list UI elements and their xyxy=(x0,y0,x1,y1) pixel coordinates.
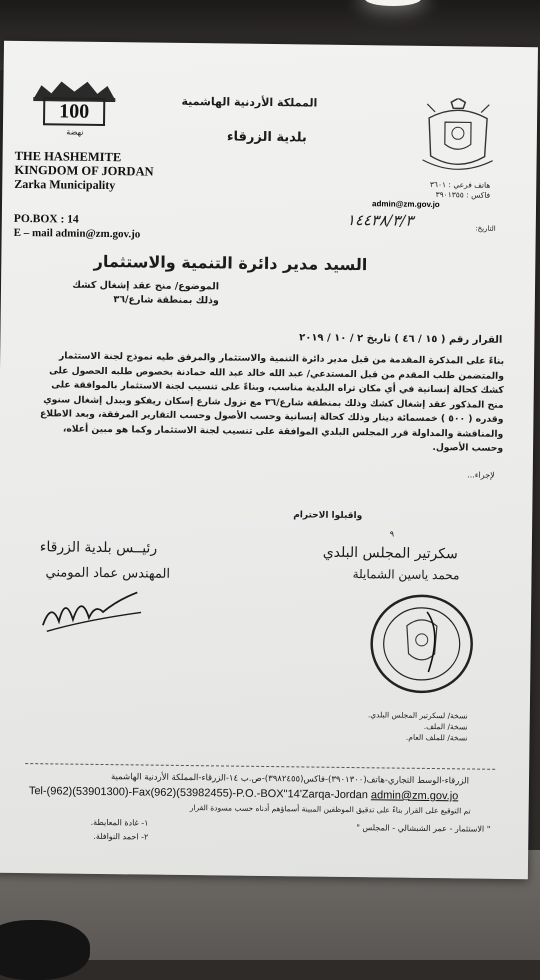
logo-number: 100 xyxy=(59,100,90,123)
copies-list xyxy=(368,709,468,743)
logo-subtitle: نهضة xyxy=(66,127,84,137)
action-note: لإجراء... xyxy=(467,470,495,480)
po-box: PO.BOX : 14 xyxy=(13,212,79,226)
header-email-right: admin@zm.gov.jo xyxy=(372,199,440,210)
footer-email-link: admin@zm.gov.jo xyxy=(370,789,459,803)
closing-regards: واقبلوا الاحترام xyxy=(293,510,363,522)
footer-contact-english xyxy=(29,785,459,802)
kingdom-name-arabic: المملكة الأردنية الهاشمية xyxy=(181,94,318,110)
reviewer-names xyxy=(90,816,148,845)
contact-block xyxy=(430,180,491,201)
footer-review-note: تم التوقيع على القرار بناءً على تدقيق الموظفين المبينة أسماؤهم أدناه حسب مسودة القرار xyxy=(189,803,471,816)
english-header-line1: THE HASHEMITE xyxy=(14,148,122,165)
subject-line: الموضوع/ منح عقد إشغال كشك xyxy=(72,279,220,293)
copy-item: نسخة/ لسكرتير المجلس البلدي. xyxy=(367,710,468,721)
centenary-logo xyxy=(21,77,128,142)
reviewer-name: ١- غادة المعايطة. xyxy=(90,817,149,828)
footer-contact-text: Tel-(962)(53901300)-Fax(962)(53982455)-P.O.-BOX"14'Zarqa-Jordan xyxy=(28,785,371,802)
closing-mark: ٩ xyxy=(389,529,395,539)
official-stamp xyxy=(366,591,477,696)
english-header xyxy=(14,149,154,193)
date-label: التاريخ: xyxy=(475,224,496,233)
secretary-title: سكرتير المجلس البلدي xyxy=(322,544,458,563)
reviewer-name: ٢- احمد النوافلة. xyxy=(93,831,149,842)
contact-fax: فاكس : ٣٩٠١٣٥٥ xyxy=(435,190,491,200)
decision-number: القرار رقم ( ١٥ / ٤٦ ) تاريخ ٢ / ١٠ / ٢٠١٩ xyxy=(299,332,503,346)
body-paragraph: بناءً على المذكرة المقدمة من قبل مدير دائرة التنمية والاستثمار والمرفق طيه نموذج لجنة الاستثمار والمتضمن طلب المقدم من قبل المستدعي/ عبد الله خالد عبد الله حمادنة بخصوص طلبه الحصول على كشك كحالة إنسانية في أي مكان تراه البلدية مناسب، وبناءً على تنسيب لجنة الاستثمار بالموافقة على منح المذكور عقد إشغال كشك وذلك بمنطقة شارع/٣٦ مع نزول شارع إسكان ريفكو وببدل إشغال سنوي وقدره ( ٥٠٠ ) خمسمائة دينار وذلك كحالة إنسانية وحسب الأصول وحسب التقارير المرفقة، وبعد الاطلاع والمناقشة والمداولة قرر المجلس البلدي الموافقة على تنسيب لجنة الاستثمار وكما هو مبين أعلاه، وحسب الأصول. xyxy=(39,350,505,454)
subject-line-continued: وذلك بمنطقة شارع/٣٦ xyxy=(113,294,219,307)
floor-shadow xyxy=(0,920,90,980)
copy-item: نسخة/ للملف العام. xyxy=(405,732,468,743)
reference-number-handwritten: ١٤٤٣٨/٣/٣ xyxy=(346,210,414,230)
letter-paper xyxy=(0,41,538,879)
secretary-name: محمد ياسين الشمايلة xyxy=(352,567,460,583)
header-email: E – mail admin@zm.gov.jo xyxy=(13,226,141,241)
copy-item: نسخة/ الملف. xyxy=(423,721,468,732)
municipality-name-arabic: بلدية الزرقاء xyxy=(226,129,307,146)
english-header-line2: KINGDOM OF JORDAN xyxy=(14,162,154,179)
footer-address-arabic: الزرقاء-الوسط التجاري-هاتف(٣٩٠١٣٠٠)-فاكس(٣٩٨٢٤٥٥)-ص.ب ١٤-الزرقاء-المملكة الأردنية الهاشمية xyxy=(110,772,470,787)
mayor-title: رئيــس بلدية الزرقاء xyxy=(39,539,158,557)
english-header-line3: Zarka Municipality xyxy=(14,176,116,193)
coat-of-arms-icon xyxy=(414,98,501,177)
logo-box xyxy=(43,97,105,126)
mayor-name: المهندس عماد المومني xyxy=(45,565,171,582)
mayor-signature xyxy=(37,581,148,636)
footer-divider xyxy=(25,763,495,770)
addressee: السيد مدير دائرة التنمية والاستثمار xyxy=(93,251,368,275)
contact-phone: هاتف فرعي : ٣٦٠١ xyxy=(429,179,491,190)
footer-department-note: " الاستثمار - عمر الشبشالي - المجلس " xyxy=(356,823,491,834)
